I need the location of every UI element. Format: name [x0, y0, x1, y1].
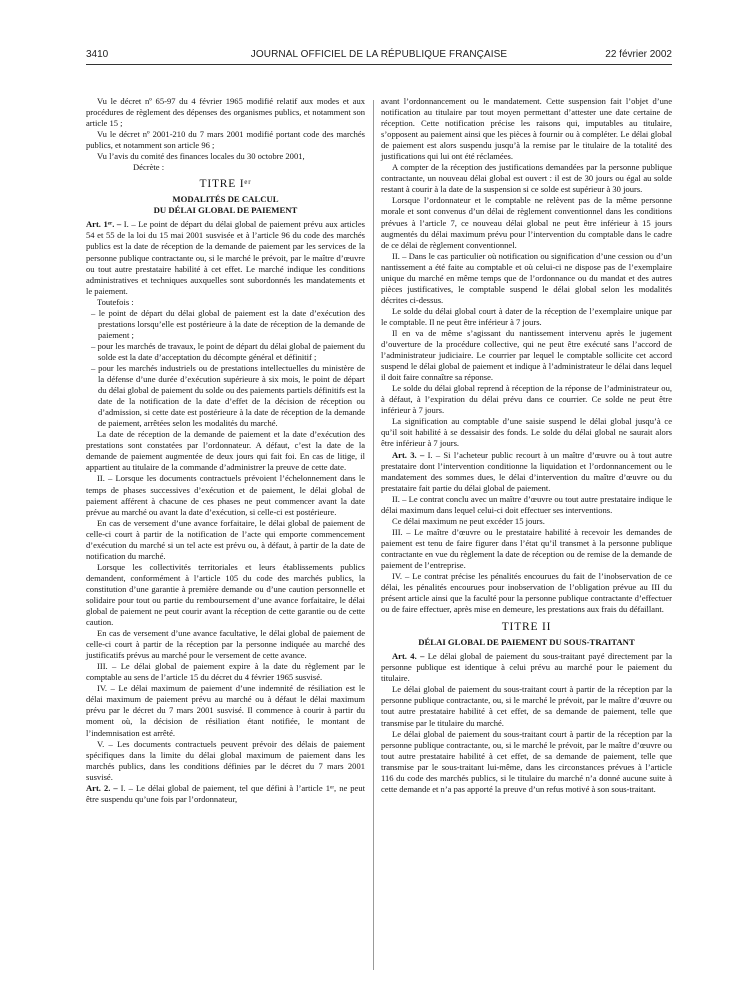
page-number: 3410 [86, 49, 109, 60]
article-2-label: Art. 2. – [86, 782, 118, 793]
list-item: – le point de départ du délai global de paiement est la date d’exécution des prestations lorsqu’elle est postérieure à la date de réception de la demande de paiement ; [91, 307, 365, 340]
titre-2-heading: TITRE II [501, 621, 552, 634]
article-1-label: Art. 1ᵉʳ. – [86, 219, 122, 230]
body-paragraph: Le solde du délai global court à dater de la réception de l’exemplaire unique par le comptable. Il ne peut être inférieur à 7 jours. [381, 305, 672, 327]
left-column [86, 96, 365, 805]
body-paragraph: avant l’ordonnancement ou le mandatement. Cette suspension fait l’objet d’une notification au titulaire par tout moyen permettant d’attester une date certaine de réception. Cette notification précise les raisons qui, imputables au titulaire, s’opposent au paiement ainsi que les pièces à fournir ou à compléter. Le délai global de paiement est alors suspendu jusqu’à la remise par le titulaire de la totalité des justifications qui lui ont été réclamées. [381, 96, 672, 162]
body-paragraph: Ce délai maximum ne peut excéder 15 jours. [392, 515, 545, 526]
titre-1-subtitle [86, 194, 365, 216]
titre-2-subtitle: DÉLAI GLOBAL DE PAIEMENT DU SOUS-TRAITANT [418, 637, 635, 648]
visa-paragraph: Vu le décret nº 65-97 du 4 février 1965 modifié relatif aux modes et aux procédures de règlement des dépenses des organismes publics, et notamment son article 15 ; [86, 96, 365, 129]
body-paragraph: Le solde du délai global reprend à réception de la réponse de l’administrateur ou, à défaut, à l’expiration du délai prévu dans ce courrier. Ce solde ne peut être inférieur à 7 jours. [381, 383, 672, 416]
article-1-text: I. – Le point de départ du délai global de paiement prévu aux articles 54 et 55 de la loi du 15 mai 2001 susvisée et à l’article 96 du code des marchés publics est la date de réception de la demande de paiement par les services de la personne publique contractante ou, si le marché le prévoit, par le maître d’œuvre ou tout autre prestataire habilité à cet effet. Le marché indique les conditions administratives et techniques auxquelles sont subordonnés les mandatements et le paiement. [86, 219, 365, 296]
titre-1-heading: TITRE Iᵉʳ [199, 178, 252, 191]
body-paragraph: V. – Les documents contractuels peuvent prévoir des délais de paiement spécifiques dans la limite du délai global maximum de paiement dans les marchés publics, dans les conditions définies par le décret du 7 mars 2001 susvisé. [86, 738, 365, 782]
article-3-text: I. – Si l’acheteur public recourt à un maître d’œuvre ou à tout autre prestataire dont l’intervention conditionne la liquidation et l’ordonnancement ou le mandatement des sommes dues, le délai d’intervention du maître d’œuvre ou du prestataire fait partie du délai global de paiement. [381, 449, 673, 493]
titre-1-subtitle-line1: MODALITÉS DE CALCUL [172, 194, 279, 205]
article-2 [86, 783, 365, 805]
body-paragraph: IV. – Le délai maximum de paiement d’une indemnité de résiliation est le délai maximum de paiement prévu au marché ou à défaut le délai maximum prévu par le décret du 7 mars 2001 susvisé. Il commence à courir à partir du moment où, la décision de résiliation étant notifiée, le montant de l’indemnisation est arrêté. [86, 683, 365, 738]
body-paragraph: III. – Le délai global de paiement expire à la date du règlement par le comptable au sens de l’article 15 du décret du 4 février 1965 susvisé. [86, 661, 365, 683]
body-paragraph: Lorsque les collectivités territoriales et leurs établissements publics demandent, conformément à l’article 105 du code des marchés publics, la constitution d’une garantie à première demande ou d’une caution personnelle et solidaire pour tout ou partie du remboursement d’une avance forfaitaire, le délai global de paiement ne peut courir avant la réception de cette garantie ou de cette caution. [86, 561, 365, 628]
body-paragraph: II. – Lorsque les documents contractuels prévoient l’échelonnement dans le temps de phases successives d’exécution et de paiement, le délai global de paiement afférent à chacune de ces phases ne peut commencer avant la date prévue au marché ou avant la date d’exécution, si celle-ci est postérieure. [86, 473, 365, 517]
body-paragraph: Le délai global de paiement du sous-traitant court à partir de la réception par la personne publique contractante, ou, si le marché le prévoit, par le maître d’œuvre ou tout autre prestataire habilité à cet effet, de sa demande de paiement, telle que transmise par le sous-traitant lui-même, dans les circonstances prévues à l’article 116 du code des marchés publics, si le titulaire du marché n’a donné aucune suite à cette demande et n’a pas apporté la preuve d’un refus motivé à son sous-traitant. [381, 728, 672, 794]
article-1 [86, 219, 365, 296]
column-divider [373, 100, 374, 970]
journal-title: JOURNAL OFFICIEL DE LA RÉPUBLIQUE FRANÇAISE [250, 49, 508, 60]
article-3 [381, 450, 672, 494]
body-paragraph: En cas de versement d’une avance forfaitaire, le délai global de paiement de celle-ci court à partir de la notification de l’acte qui emporte commencement d’exécution du marché si un tel acte est prévu ou, à défaut, à partir de la date de notification du marché. [86, 517, 365, 561]
decrete-line: Décrète : [133, 162, 165, 173]
list-item: – pour les marchés de travaux, le point de départ du délai global de paiement du solde est la date d’acceptation du décompte général et définitif ; [91, 340, 365, 362]
issue-date: 22 février 2002 [605, 49, 672, 60]
titre-1-subtitle-line2: DU DÉLAI GLOBAL DE PAIEMENT [153, 205, 298, 216]
article-3-label: Art. 3. – [392, 449, 425, 460]
body-paragraph: II. – Le contrat conclu avec un maître d’œuvre ou tout autre prestataire indique le délai maximum dans lequel celui-ci doit effectuer ses interventions. [381, 493, 672, 515]
page-header [86, 49, 672, 63]
body-paragraph: II. – Dans le cas particulier où notification ou signification d’une cession ou d’un nantissement a été faite au comptable et où celui-ci ne dispose pas de l’exemplaire unique du marché en même temps que de l’ordonnance ou du mandat et des autres pièces justificatives, le comptable suspend le délai global selon les modalités décrites ci-dessus. [381, 250, 672, 305]
toutefois-line: Toutefois : [97, 296, 134, 307]
article-2-text: I. – Le délai global de paiement, tel que défini à l’article 1ᵉʳ, ne peut être suspendu qu’une fois par l’ordonnateur, [86, 782, 365, 804]
visa-paragraph: Vu le décret nº 2001-210 du 7 mars 2001 modifié portant code des marchés publics, et notamment son article 96 ; [86, 129, 365, 151]
body-paragraph: La date de réception de la demande de paiement et la date d’exécution des prestations sont constatées par l’ordonnateur. A défaut, c’est la date de la demande de paiement augmentée de deux jours qui fait foi. En cas de litige, il appartient au titulaire de la commande d’administrer la preuve de cette date. [86, 429, 365, 473]
right-column [381, 96, 672, 795]
list-item: – pour les marchés industriels ou de prestations intellectuelles du ministère de la défense d’une durée d’exécution supérieure à six mois, le point de départ du délai global de paiement du solde ou des paiements partiels définitifs est la date de la notification de la date d’effet de la décision de réception ou d’admission, si cette date est postérieure à la date de réception de la demande de paiement, arrêtées selon les modalités du marché. [91, 362, 365, 429]
body-paragraph: Il en va de même s’agissant du nantissement intervenu après le jugement d’ouverture de la procédure collective, qui ne peut être exécuté sans l’accord de l’administrateur judiciaire. Le courrier par lequel le comptable sollicite cet accord suspend le délai global de paiement et indique à l’administrateur le délai dans lequel il doit faire connaître sa réponse. [381, 327, 672, 383]
header-rule [86, 64, 672, 65]
body-paragraph: A compter de la réception des justifications demandées par la personne publique contractante, un nouveau délai global est ouvert : il est de 30 jours ou égal au solde restant à courir à la date de la suspension si ce solde est supérieur à 30 jours. [381, 162, 672, 195]
body-paragraph: III. – Le maître d’œuvre ou le prestataire habilité à recevoir les demandes de paiement est tenu de faire figurer dans l’état qu’il transmet à la personne publique contractante en vue du règlement la date de réception ou de remise de la demande de paiement de l’entreprise. [381, 526, 672, 570]
visa-paragraph: Vu l’avis du comité des finances locales du 30 octobre 2001, [97, 151, 305, 162]
body-paragraph: Le délai global de paiement du sous-traitant court à partir de la réception par la personne publique contractante, ou, si le marché le prévoit, par le maître d’œuvre ou tout autre prestataire habilité à cet effet, de sa demande de paiement, telle que transmise par le titulaire du marché. [381, 684, 672, 728]
body-paragraph: En cas de versement d’une avance facultative, le délai global de paiement de celle-ci court à partir de la réception par la personne indiquée au marché des justificatifs prévus au marché pour le versement de cette avance. [86, 628, 365, 661]
article-4-text: Le délai global de paiement du sous-traitant payé directement par la personne publique est identique à celui prévu au marché pour le paiement du titulaire. [381, 651, 672, 684]
body-paragraph: La signification au comptable d’une saisie suspend le délai global jusqu’à ce qu’il soit habilité à se dessaisir des fonds. Le solde du délai global ne saurait alors être inférieur à 7 jours. [381, 416, 672, 449]
body-paragraph: Lorsque l’ordonnateur et le comptable ne relèvent pas de la même personne morale et sont convenus d’un délai de règlement conventionnel dans les conditions prévues à l’article 7, ce nouveau délai global ne peut être inférieur à 15 jours augmentés du délai maximum prévu pour l’intervention du comptable dans le cadre de ce délai de règlement conventionnel. [381, 195, 672, 250]
conditions-list [86, 308, 365, 430]
article-4 [381, 651, 672, 684]
article-4-label: Art. 4. – [392, 651, 425, 662]
body-paragraph: IV. – Le contrat précise les pénalités encourues du fait de l’inobservation de ce délai, les pénalités encourues pour inobservation de l’obligation prévue au III du présent article ainsi que la faculté pour la personne publique contractante d’effectuer ou de faire effectuer, après mise en demeure, les prestations aux frais du défaillant. [381, 571, 672, 615]
